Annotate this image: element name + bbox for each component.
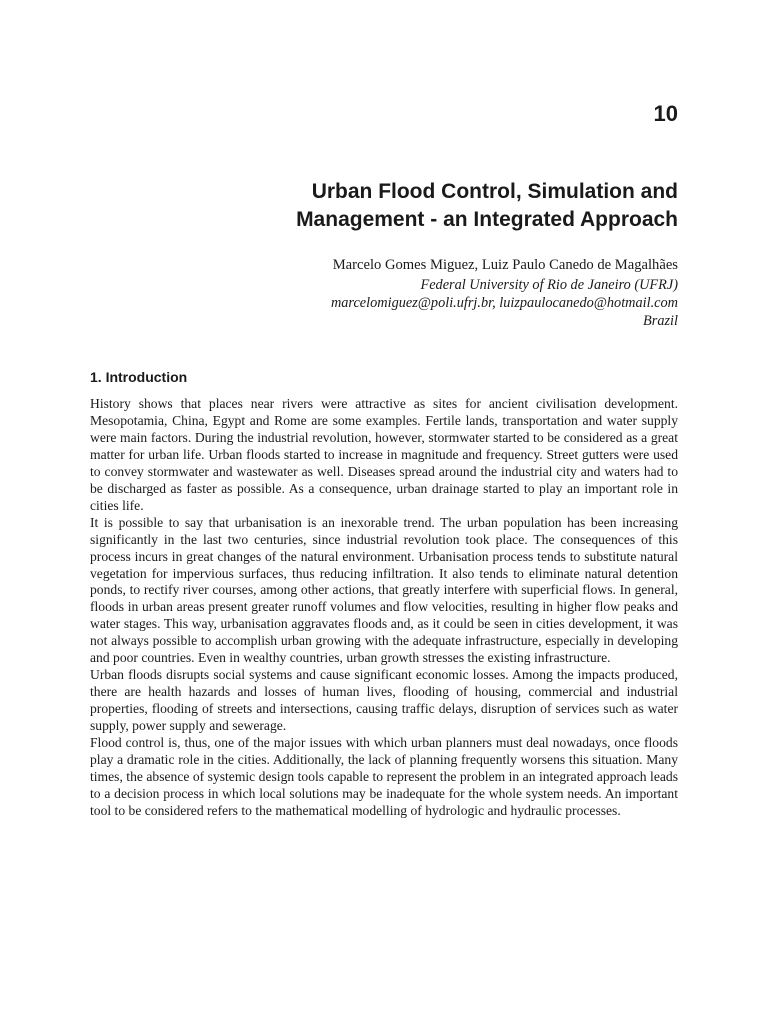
affiliation-country: Brazil <box>643 313 678 329</box>
paragraph: Flood control is, thus, one of the major issues with which urban planners must deal nowadays, once floods play a dramatic role in the cities. Additionally, the lack of planning frequently worsens this situation. Many times, the absence of systemic design tools capable to represent the problem in an integrated approach leads to a decision process in which local solutions may be inadequate for the whole system needs. An important tool to be considered refers to the mathematical modelling of hydrologic and hydraulic processes. <box>90 735 678 818</box>
paragraph: History shows that places near rivers were attractive as sites for ancient civilisation development. Mesopotamia, China, Egypt and Rome are some examples. Fertile lands, transportation and water supply were main factors. During the industrial revolution, however, stormwater started to be considered as a great matter for urban life. Urban floods started to increase in magnitude and frequency. Street gutters were used to convey stormwater and wastewater as well. Diseases spread around the industrial city and waters had to be discharged as faster as possible. As a consequence, urban drainage started to play an important role in cities life. <box>90 396 678 513</box>
paragraph: It is possible to say that urbanisation is an inexorable trend. The urban population has been increasing significantly in the last two centuries, since industrial revolution took place. The consequences of this process incurs in great changes of the natural environment. Urbanisation process tends to substitute natural vegetation for impervious surfaces, thus reducing infiltration. It also tends to eliminate natural detention ponds, to rectify river courses, among other actions, that greatly interfere with superficial flows. In general, floods in urban areas present greater runoff volumes and flow velocities, resulting in higher flow peaks and water stages. This way, urbanisation aggravates floods and, as it could be seen in cities development, it was not always possible to accomplish urban growing with the adequate infrastructure, especially in developing and poor countries. Even in wealthy countries, urban growth stresses the existing infrastructure. <box>90 514 678 666</box>
affiliation-emails: marcelomiguez@poli.ufrj.br, luizpaulocanedo@hotmail.com <box>330 295 678 311</box>
chapter-title <box>158 178 678 234</box>
paragraph: Urban floods disrupts social systems and cause significant economic losses. Among the impacts produced, there are health hazards and losses of human lives, flooding of housing, commercial and industrial properties, flooding of streets and intersections, causing traffic delays, disruption of services such as water supply, power supply and sewerage. <box>90 667 678 734</box>
section-body <box>90 396 678 820</box>
affiliation-institution: Federal University of Rio de Janeiro (UFRJ) <box>420 277 678 293</box>
chapter-number: 10 <box>653 101 678 126</box>
chapter-title-line-2: Management - an Integrated Approach <box>296 208 678 231</box>
section-heading: 1. Introduction <box>90 369 188 385</box>
authors: Marcelo Gomes Miguez, Luiz Paulo Canedo de Magalhães <box>332 257 678 273</box>
book-page <box>90 0 678 1024</box>
chapter-title-line-1: Urban Flood Control, Simulation and <box>311 180 678 203</box>
